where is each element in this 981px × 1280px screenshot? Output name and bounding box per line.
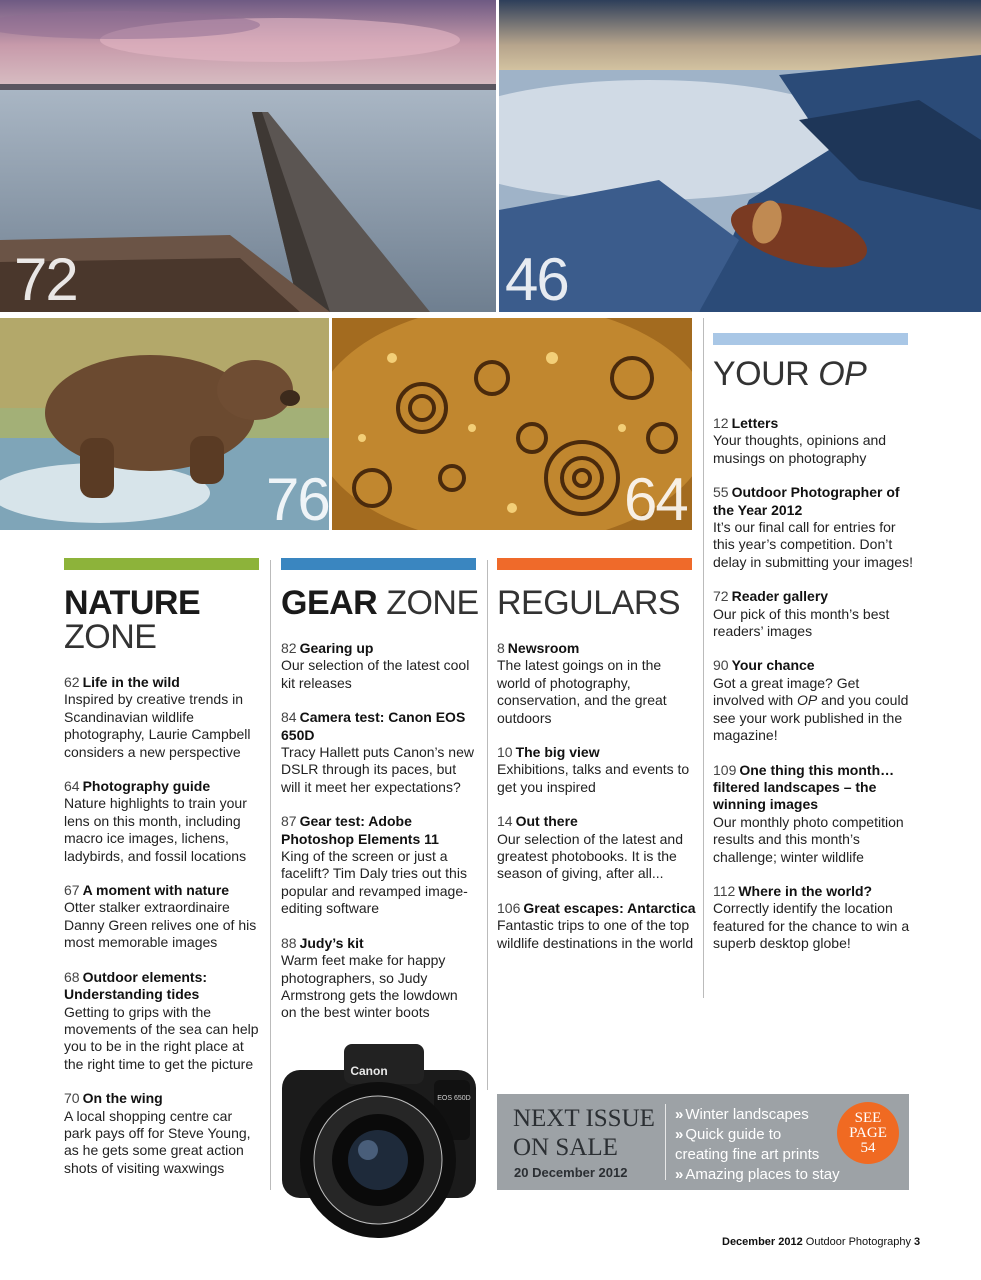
column-divider [270,560,271,1190]
page-number-64: 64 [624,466,687,530]
photo-bear [0,318,329,530]
contents-entry[interactable]: 14 Out there Our selection of the latest and greatest photobooks. It is the season of giving, after all... [497,813,683,882]
camera-model: EOS 650D [437,1095,471,1102]
contents-entry[interactable]: 87 Gear test: Adobe Photoshop Elements 11 King of the screen or just a facelift? Tim Daly tries out this popular and revamped image-editing software [281,813,468,917]
contents-entry[interactable]: 12 Letters Your thoughts, opinions and musings on photography [713,415,887,466]
seascape-image [499,0,981,312]
contents-entry[interactable]: 72 Reader gallery Our pick of this month’s best readers’ images [713,588,890,640]
contents-entry[interactable]: 90 Your chance Got a great image? Get involved with OP and you could see your work published in the magazine! [713,657,909,744]
chevron-right-icon: » [675,1106,684,1123]
contents-entry[interactable]: 82 Gearing up Our selection of the latest cool kit releases [281,640,470,691]
photo-seascape [499,0,981,312]
next-issue-date: 20 December 2012 [514,1165,628,1180]
your-op-title: YOUR OP [713,355,867,393]
next-issue-item: » Amazing places to stay [675,1166,840,1183]
contents-entry[interactable]: 109 One thing this month… filtered landscapes – the winning images Our monthly photo competition results and this month’s challenge; winter wildlife [713,761,904,865]
nature-zone-list [64,674,260,1194]
contents-entry[interactable]: 112 Where in the world? Correctly identify the location featured for the chance to win a superb desktop globe! [713,882,910,952]
your-op-list [713,415,913,970]
nature-zone-title: NATURE ZONE [64,584,201,656]
regulars-bar [497,558,692,570]
photo-jetty [0,0,496,312]
page-number-46: 46 [505,246,568,312]
gear-zone-list [281,640,477,1039]
gear-zone-bar [281,558,476,570]
contents-entry[interactable]: 88 Judy’s kit Warm feet make for happy photographers, so Judy Armstrong gets the lowdown on the best winter boots [281,934,458,1021]
canon-camera-image [274,1030,484,1245]
next-issue-box [497,1094,909,1190]
next-issue-list [675,1105,840,1185]
contents-entry[interactable]: 62 Life in the wild Inspired by creative trends in Scandinavian wildlife photography, Laurie Campbell considers a new perspective [64,674,251,760]
gear-zone-title: GEAR ZONE [281,584,479,622]
contents-entry[interactable]: 70 On the wing A local shopping centre car park pays off for Steve Young, as he gets some great action shots of visiting waxwings [64,1090,251,1176]
contents-entry[interactable]: 64 Photography guide Nature highlights to train your lens on this month, including macro ice images, lichens, ladybirds, and fossil locations [64,778,247,864]
regulars-list [497,640,697,969]
photo-ice-bubbles [332,318,692,530]
camera-brand: Canon [350,1064,388,1078]
contents-entry[interactable]: 8 Newsroom The latest goings on in the world of photography, conservation, and the great outdoors [497,640,667,726]
next-issue-divider [665,1104,666,1180]
contents-entry[interactable]: 55 Outdoor Photographer of the Year 2012 It’s our final call for entries for this year’s competition. Don’t delay in submitting your images! [713,484,913,570]
contents-entry[interactable]: 10 The big view Exhibitions, talks and events to get you inspired [497,744,690,795]
see-page-badge[interactable]: SEE PAGE 54 [837,1102,899,1164]
regulars-title: REGULARS [497,584,681,622]
column-divider [487,560,488,1090]
chevron-right-icon: » [675,1126,684,1143]
next-issue-item: » Quick guide to creating fine art prints [675,1126,820,1163]
chevron-right-icon: » [675,1166,684,1183]
your-op-bar [713,333,908,345]
page-number-72: 72 [14,246,77,312]
contents-entry[interactable]: 106 Great escapes: Antarctica Fantastic trips to one of the top wildlife destinations in the world [497,899,696,951]
next-issue-item: » Winter landscapes [675,1106,809,1123]
nature-zone-bar [64,558,259,570]
next-issue-title: NEXT ISSUE ON SALE [513,1105,655,1161]
page-number-76: 76 [266,466,329,530]
contents-entry[interactable]: 67 A moment with nature Otter stalker extraordinaire Danny Green relives one of his most memorable images [64,882,257,951]
page-footer: December 2012 Outdoor Photography 3 [722,1236,921,1248]
contents-entry[interactable]: 68 Outdoor elements: Understanding tides Getting to grips with the movements of the sea can help you to be in the right place at the right time to get the picture [64,968,259,1072]
contents-entry[interactable]: 84 Camera test: Canon EOS 650D Tracy Hallett puts Canon’s new DSLR through its paces, but will it meet her expectations? [281,709,474,795]
column-divider [703,318,704,998]
